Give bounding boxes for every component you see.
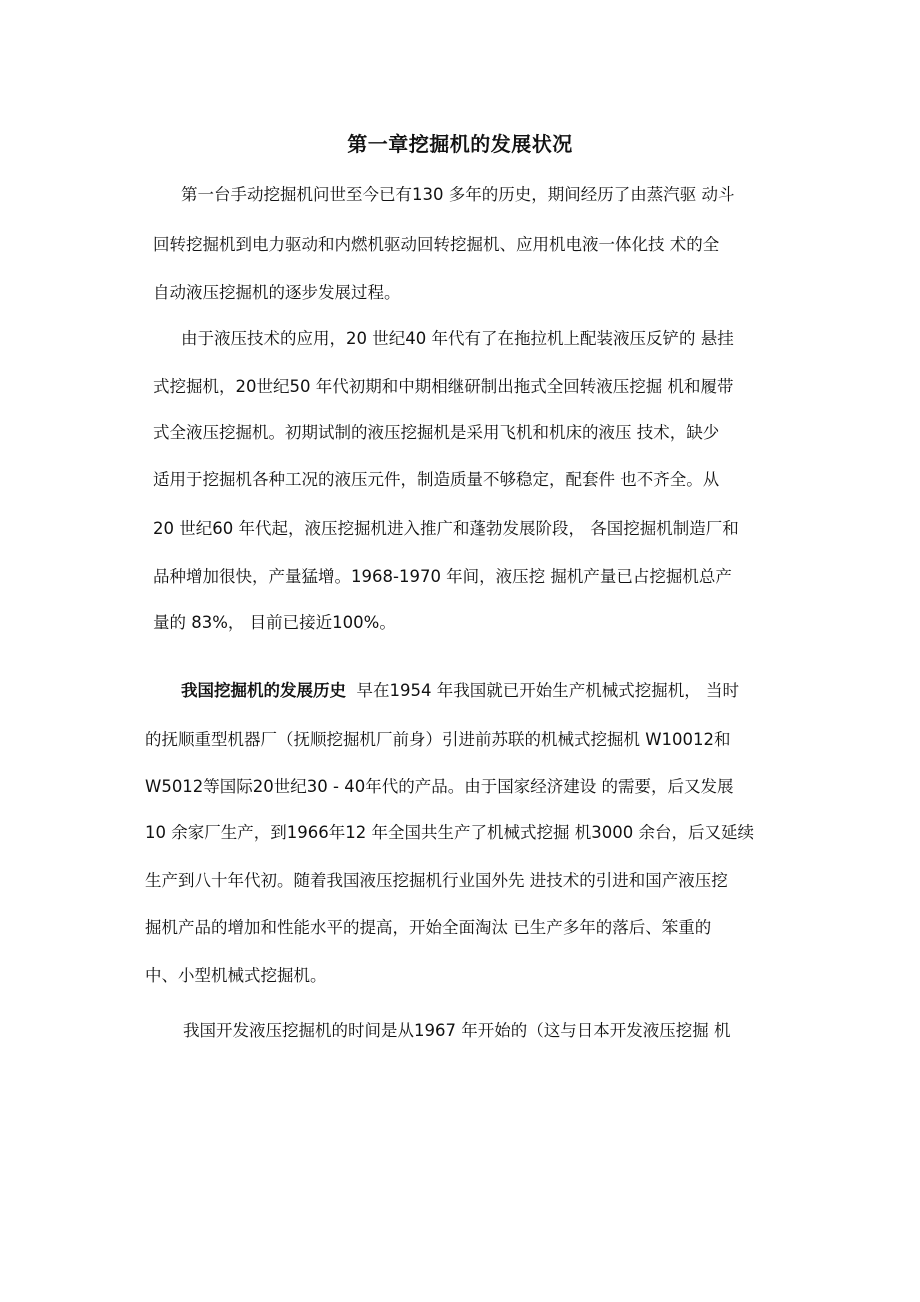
page-title: 第一章挖掘机的发展状况 (347, 132, 573, 156)
paragraph-3-line-3: W5012等国际20世纪30 - 40年代的产品。由于国家经济建设 的需要，后又发展 (145, 777, 734, 796)
paragraph-2-line-2: 式挖掘机，20世纪50 年代初期和中期相继研制出拖式全回转液压挖掘 机和履带 (153, 377, 734, 396)
paragraph-3-line-7: 中、小型机械式挖掘机。 (145, 966, 327, 985)
paragraph-1-line-1: 第一台手动挖掘机问世至今已有130 多年的历史，期间经历了由蒸汽驱 动斗 (181, 185, 735, 204)
paragraph-2-line-5: 20 世纪60 年代起，液压挖掘机进入推广和蓬勃发展阶段， 各国挖掘机制造厂和 (153, 519, 739, 538)
paragraph-3-line-1 (181, 679, 739, 703)
paragraph-1-line-3: 自动液压挖掘机的逐步发展过程。 (153, 283, 401, 302)
paragraph-3-line-4: 10 余家厂生产，到1966年12 年全国共生产了机械式挖掘 机3000 余台，后又延续 (145, 823, 754, 842)
paragraph-1-line-2: 回转挖掘机到电力驱动和内燃机驱动回转挖掘机、应用机电液一体化技 术的全 (153, 235, 720, 254)
section-heading: 我国挖掘机的发展历史 (181, 681, 346, 700)
paragraph-3-line-2: 的抚顺重型机器厂（抚顺挖掘机厂前身）引进前苏联的机械式挖掘机 W10012和 (145, 730, 731, 749)
paragraph-4-line-1: 我国开发液压挖掘机的时间是从1967 年开始的（这与日本开发液压挖掘 机 (183, 1021, 731, 1040)
paragraph-2-line-3: 式全液压挖掘机。初期试制的液压挖掘机是采用飞机和机床的液压 技术，缺少 (153, 423, 720, 442)
paragraph-2-line-6: 品种增加很快，产量猛增。1968-1970 年间，液压挖 掘机产量已占挖掘机总产 (153, 567, 732, 586)
paragraph-2-line-4: 适用于挖掘机各种工况的液压元件，制造质量不够稳定，配套件 也不齐全。从 (153, 470, 720, 489)
paragraph-3-line-6: 掘机产品的增加和性能水平的提高，开始全面淘汰 已生产多年的落后、笨重的 (145, 918, 712, 937)
paragraph-2-line-1: 由于液压技术的应用，20 世纪40 年代有了在拖拉机上配装液压反铲的 悬挂 (181, 329, 734, 348)
paragraph-2-line-7: 量的 83%， 目前已接近100%。 (153, 613, 396, 632)
paragraph-3-line-1-text: 早在1954 年我国就已开始生产机械式挖掘机， 当时 (356, 681, 739, 700)
paragraph-3-line-5: 生产到八十年代初。随着我国液压挖掘机行业国外先 进技术的引进和国产液压挖 (145, 871, 728, 890)
